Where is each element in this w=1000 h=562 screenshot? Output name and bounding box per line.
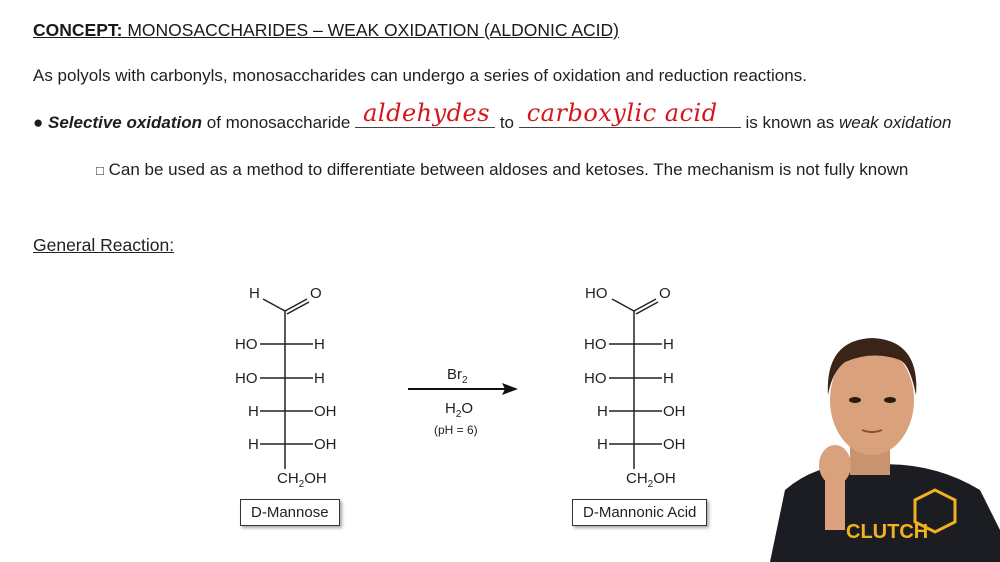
reactant-row3-right: OH xyxy=(314,403,337,420)
bullet-bold: Selective oxidation xyxy=(48,113,203,132)
reactant-row3-left: H xyxy=(248,403,259,420)
reactant-bonds xyxy=(260,299,313,469)
reactant-row2-left: HO xyxy=(235,370,258,387)
concept-title: MONOSACCHARIDES – WEAK OXIDATION (ALDONIC ACID) xyxy=(127,20,620,40)
product-row3-left: H xyxy=(597,403,608,420)
product-row1-left: HO xyxy=(584,336,607,353)
bullet-italic: weak oxidation xyxy=(839,113,952,132)
reactant-row4-left: H xyxy=(248,436,259,453)
reactant-row1-left: HO xyxy=(235,336,258,353)
product-name-box: D-Mannonic Acid xyxy=(572,499,707,526)
product-row1-right: H xyxy=(663,336,674,353)
product-row4-right: OH xyxy=(663,436,686,453)
presenter-image xyxy=(750,300,1000,562)
product-row4-left: H xyxy=(597,436,608,453)
clutch-logo-text: CLUTCH xyxy=(846,521,929,543)
product-top-ho: HO xyxy=(585,285,608,302)
reagent-h2o: $H_2O$ xyxy=(445,400,474,420)
intro-text: As polyols with carbonyls, monosaccharides can undergo a series of oxidation and reduction reactions. xyxy=(33,66,807,85)
bullet-dot: ● xyxy=(33,113,44,132)
handwritten-aldehydes: aldehydes xyxy=(363,99,491,127)
reactant-row1-right: H xyxy=(314,336,325,353)
product-row2-right: H xyxy=(663,370,674,387)
product-ch2oh: $CH_2OH$ xyxy=(626,470,676,490)
product-bonds xyxy=(609,299,662,469)
reactant-row4-right: OH xyxy=(314,436,337,453)
reactant-ch2oh: $CH_2OH$ xyxy=(277,470,327,490)
bullet-to: to xyxy=(495,113,519,132)
concept-label: CONCEPT: xyxy=(33,20,123,40)
section-title: General Reaction: xyxy=(33,235,175,255)
reactant-name-box: D-Mannose xyxy=(240,499,340,526)
bullet-text-1: of monosaccharide xyxy=(202,113,356,132)
reactant-top-o: O xyxy=(310,285,322,302)
product-row2-left: HO xyxy=(584,370,607,387)
reagent-condition: (pH = 6) xyxy=(434,423,478,437)
checkbox-icon: □ xyxy=(96,163,104,178)
sub-bullet-text: Can be used as a method to differentiate between aldoses and ketoses. The mechanism is not fully known xyxy=(108,160,909,179)
product-row3-right: OH xyxy=(663,403,686,420)
reagent-br2: $Br_2$ xyxy=(447,366,468,386)
handwritten-carboxylic-acid: carboxylic acid xyxy=(526,99,718,127)
product-top-o: O xyxy=(659,285,671,302)
reactant-top-h: H xyxy=(249,285,260,302)
reactant-row2-right: H xyxy=(314,370,325,387)
bullet-text-2: is known as xyxy=(740,113,839,132)
